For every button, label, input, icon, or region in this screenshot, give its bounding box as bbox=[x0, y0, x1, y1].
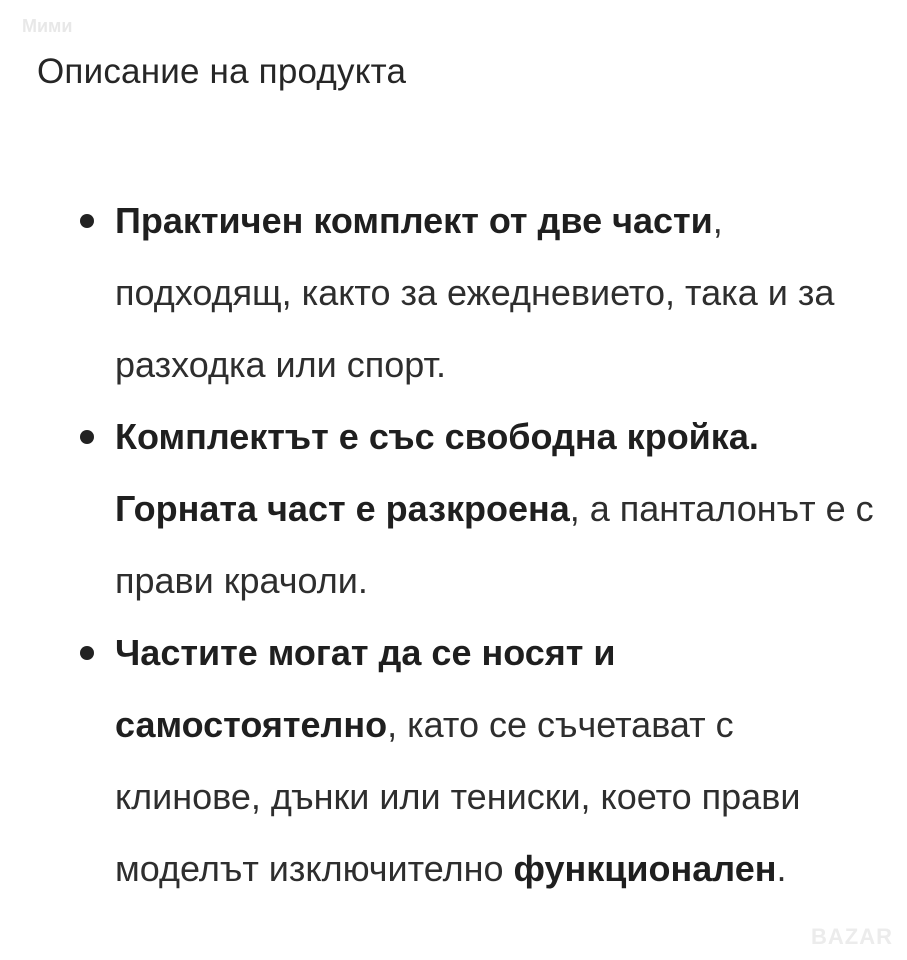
list-item-bold-text: Частите могат да се носят и самостоятелно bbox=[115, 632, 616, 745]
list-item-text bbox=[115, 185, 887, 401]
seller-watermark: Мими bbox=[22, 16, 73, 36]
bullet-dot-icon bbox=[80, 430, 94, 444]
list-item-regular-text: , а панталонът е с прави крачоли. bbox=[115, 488, 874, 601]
list-item-regular-text: , като се съчетават с клинове, дънки или тениски, което прави моделът изключително bbox=[115, 704, 801, 889]
list-item bbox=[0, 401, 907, 617]
list-item-regular-text: , подходящ, както за ежедневието, така и за разходка или спорт. bbox=[115, 200, 835, 385]
list-item-regular-end-text: . bbox=[776, 848, 787, 889]
bazar-logo: BAZAR bbox=[811, 924, 893, 949]
list-item-text bbox=[115, 401, 887, 617]
section-title: Описание на продукта bbox=[37, 52, 407, 91]
list-item bbox=[0, 185, 907, 401]
list-item bbox=[0, 617, 907, 905]
bullet-dot-icon bbox=[80, 646, 94, 660]
product-description-list bbox=[0, 185, 907, 905]
list-item-bold-end-text: функционален bbox=[513, 848, 777, 889]
bullet-dot-icon bbox=[80, 214, 94, 228]
list-item-text bbox=[115, 617, 887, 905]
list-item-bold-text: Практичен комплект от две части bbox=[115, 200, 713, 241]
list-item-bold-text: Комплектът е със свободна кройка. Горната част е разкроена bbox=[115, 416, 759, 529]
